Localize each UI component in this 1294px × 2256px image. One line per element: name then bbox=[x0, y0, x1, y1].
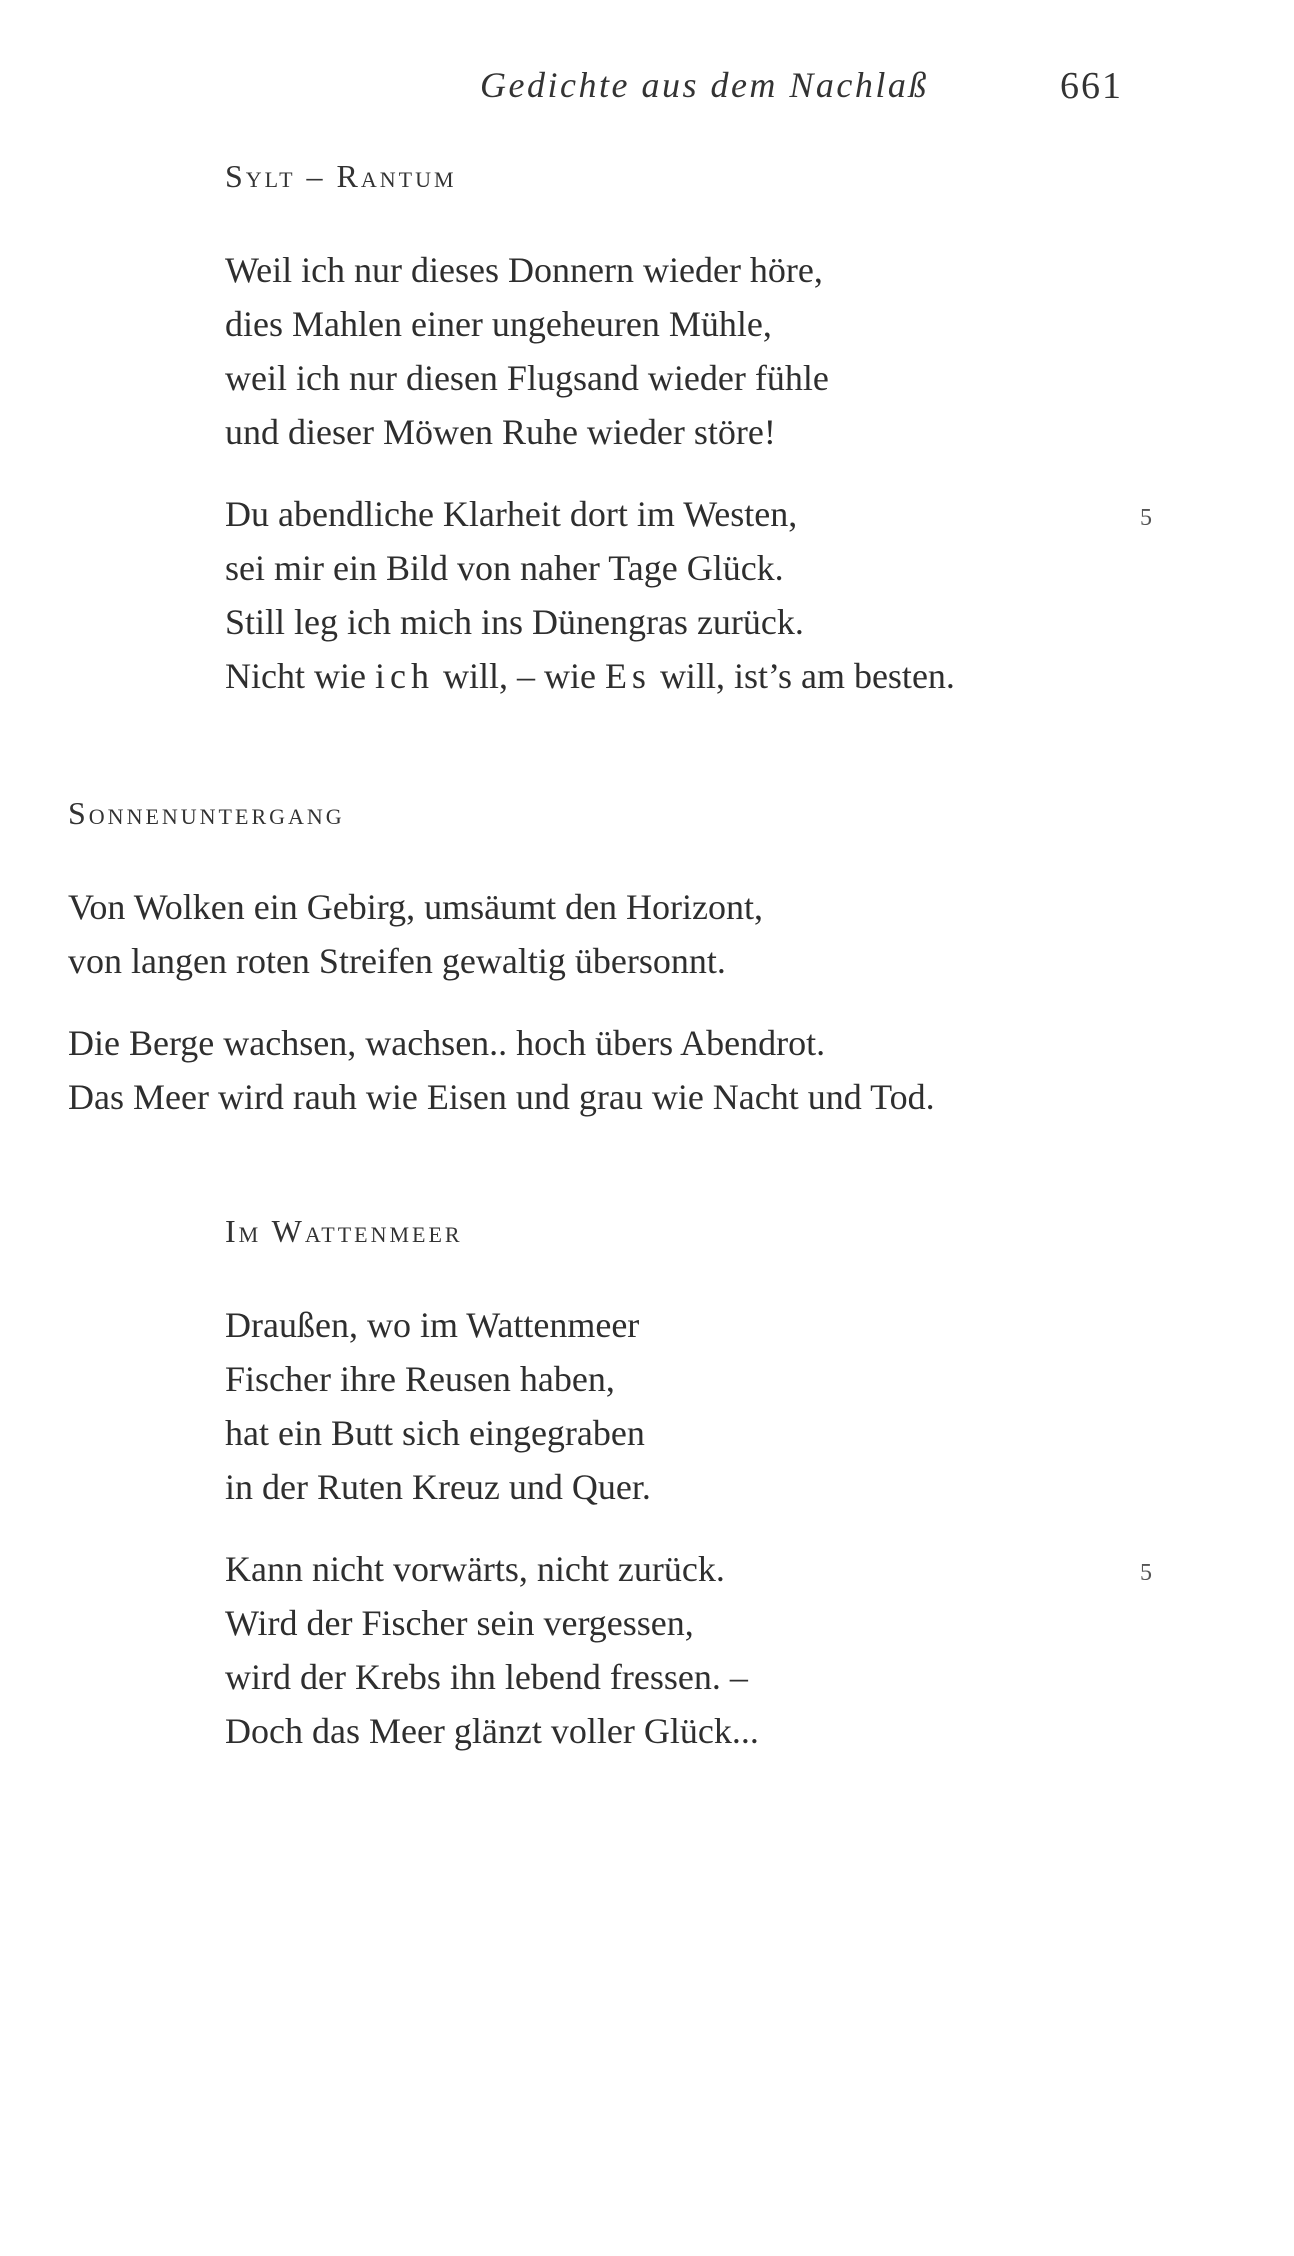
verse-line: in der Ruten Kreuz und Quer. bbox=[225, 1467, 651, 1507]
verse-line: Das Meer wird rauh wie Eisen und grau wie Nacht und Tod. bbox=[68, 1077, 935, 1117]
verse-line: von langen roten Streifen gewaltig übersonnt. bbox=[68, 941, 726, 981]
verse-line: Weil ich nur dieses Donnern wieder höre, bbox=[225, 250, 823, 290]
stanza bbox=[225, 1298, 759, 1514]
verse-line: hat ein Butt sich eingegraben bbox=[225, 1413, 645, 1453]
verse-text: Nicht wie bbox=[225, 656, 375, 696]
verse-line: Fischer ihre Reusen haben, bbox=[225, 1359, 615, 1399]
verse-line: sei mir ein Bild von naher Tage Glück. bbox=[225, 548, 784, 588]
page-number: 661 bbox=[1060, 65, 1123, 107]
verse-line: Still leg ich mich ins Dünengras zurück. bbox=[225, 602, 804, 642]
verse-line: Von Wolken ein Gebirg, umsäumt den Horizont, bbox=[68, 887, 764, 927]
poem-title: Sonnenuntergang bbox=[68, 795, 345, 831]
verse-text: Du abendliche Klarheit dort im Westen, bbox=[225, 494, 798, 534]
emphasized-word: Es bbox=[604, 656, 651, 696]
verse-line: Wird der Fischer sein vergessen, bbox=[225, 1603, 694, 1643]
stanza bbox=[225, 487, 1152, 703]
verse-line: weil ich nur diesen Flugsand wieder fühle bbox=[225, 358, 829, 398]
stanza bbox=[68, 1016, 935, 1124]
line-number: 5 bbox=[1140, 505, 1152, 531]
verse-line bbox=[225, 487, 1152, 541]
verse-text: Kann nicht vorwärts, nicht zurück. bbox=[225, 1549, 725, 1589]
poem-im-wattenmeer bbox=[225, 1213, 1152, 1786]
verse-text: will, – wie bbox=[433, 656, 605, 696]
poem-title: Sylt – Rantum bbox=[225, 158, 457, 194]
verse-line: und dieser Möwen Ruhe wieder störe! bbox=[225, 412, 776, 452]
verse-line: Doch das Meer glänzt voller Glück... bbox=[225, 1711, 759, 1751]
verse-text: will, ist’s am besten. bbox=[650, 656, 955, 696]
stanza bbox=[68, 880, 935, 988]
verse-line: Die Berge wachsen, wachsen.. hoch übers Abendrot. bbox=[68, 1023, 826, 1063]
verse-line: wird der Krebs ihn lebend fressen. – bbox=[225, 1657, 748, 1697]
running-head-title: Gedichte aus dem Nachlaß bbox=[480, 65, 929, 105]
verse-line: Draußen, wo im Wattenmeer bbox=[225, 1305, 640, 1345]
poem-sonnenuntergang bbox=[68, 795, 935, 1152]
verse-line bbox=[225, 1542, 1152, 1596]
poem-sylt-rantum bbox=[225, 158, 1152, 731]
stanza bbox=[225, 243, 955, 459]
line-number: 5 bbox=[1140, 1560, 1152, 1586]
verse-line bbox=[225, 649, 955, 703]
stanza bbox=[225, 1542, 1152, 1758]
emphasized-word: ich bbox=[374, 656, 434, 696]
poem-title: Im Wattenmeer bbox=[225, 1213, 463, 1249]
verse-line: dies Mahlen einer ungeheuren Mühle, bbox=[225, 304, 772, 344]
